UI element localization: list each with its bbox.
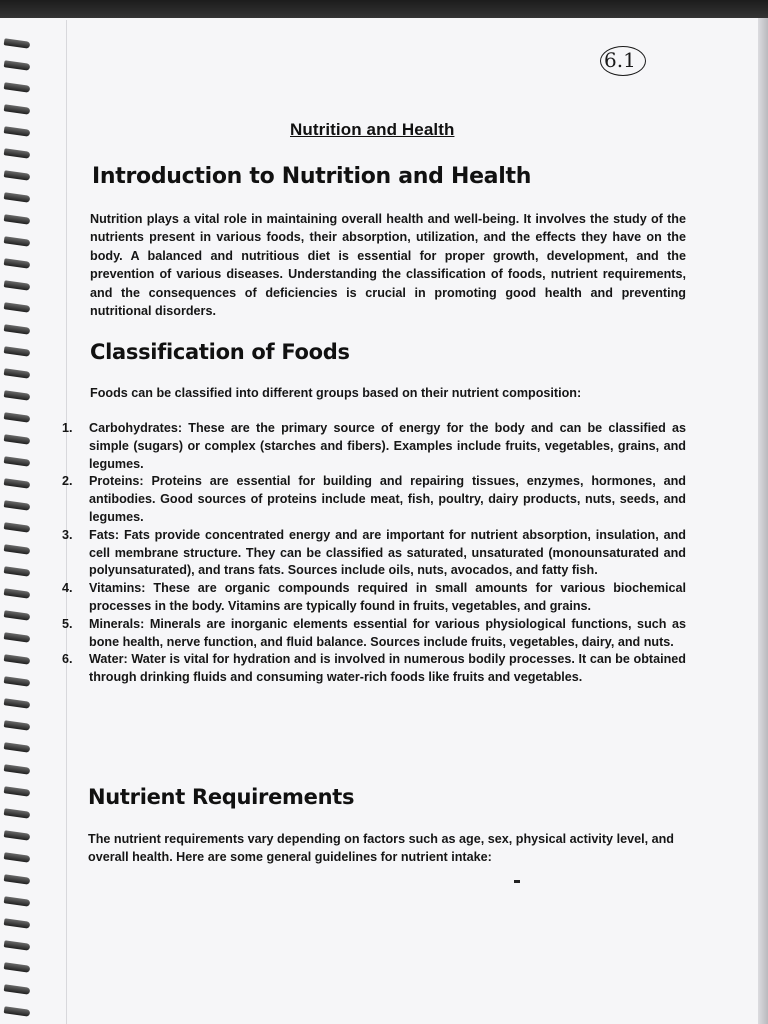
binding-coil [4,830,31,841]
requirements-paragraph: The nutrient requirements vary depending on factors such as age, sex, physical activity level, and overall health. Here are some general guidelines for nutrient intake: [88,832,674,865]
binding-coil [4,456,31,467]
list-item [62,527,686,580]
binding-coil [4,984,31,995]
list-item [62,616,686,652]
list-number: 6. [62,652,73,667]
binding-coil [4,324,31,335]
ink-mark [514,880,520,883]
binding-coil [4,742,31,753]
binding-coil [4,610,31,621]
binding-coil [4,786,31,797]
list-item [62,420,686,473]
binding-coil [4,434,31,445]
list-item-text: Carbohydrates: These are the primary source of energy for the body and can be classified as simple (sugars) or complex (starches and fibers). Examples include fruits, vegetables, grains, and legumes. [89,421,686,471]
binding-coil [4,148,31,159]
binding-coil [4,566,31,577]
binding-coil [4,346,31,357]
binding-coil [4,500,31,511]
binding-coil [4,808,31,819]
binding-coil [4,38,31,49]
binding-coil [4,1006,31,1017]
page-subtitle: Nutrition and Health [290,120,455,139]
binding-coil [4,236,31,247]
binding-coil [4,170,31,181]
classification-intro: Foods can be classified into different groups based on their nutrient composition: [90,386,582,400]
list-item-text: Minerals: Minerals are inorganic elements essential for various physiological functions, such as bone health, nerve function, and fluid balance. Sources include fruits, vegetables, dairy, and nuts. [89,616,686,649]
binding-coil [4,874,31,885]
list-number: 5. [62,616,73,631]
binding-coil [4,368,31,379]
binding-coil [4,632,31,643]
binding-coil [4,522,31,533]
binding-coil [4,764,31,775]
list-item-text: Water: Water is vital for hydration and is involved in numerous bodily processes. It can be obtained through drinking fluids and consuming water-rich foods like fruits and vegetables. [89,652,686,685]
intro-paragraph: Nutrition plays a vital role in maintaining overall health and well-being. It involves the study of the nutrients present in various foods, their absorption, utilization, and the effects they have on the body. A balanced and nutritious diet is essential for proper growth, development, and the prevention of various diseases. Understanding the classification of foods, nutrient requirements, and the consequences of deficiencies is crucial in promoting good health and preventing nutritional disorders. [90,212,686,319]
binding-coil [4,60,31,71]
list-item-text: Fats: Fats provide concentrated energy and are important for nutrient absorption, insulation, and cell membrane structure. They can be classified as saturated, unsaturated (monounsaturated and polyunsaturated), and trans fats. Sources include oils, nuts, avocados, and fatty fish. [89,527,686,578]
binding-coil [4,896,31,907]
spiral-binding [0,40,30,1024]
binding-coil [4,544,31,555]
binding-coil [4,104,31,115]
binding-coil [4,918,31,929]
binding-coil [4,852,31,863]
food-groups-list [62,420,686,687]
list-item [62,580,686,616]
binding-coil [4,390,31,401]
list-number: 4. [62,581,73,596]
binding-coil [4,302,31,313]
binding-coil [4,588,31,599]
page-title: Introduction to Nutrition and Health [92,164,532,189]
binding-coil [4,720,31,731]
binding-coil [4,478,31,489]
list-number: 3. [62,527,73,542]
binding-coil [4,676,31,687]
binding-coil [4,126,31,137]
binding-coil [4,962,31,973]
page-stack-edge [758,18,768,1024]
list-number: 1. [62,421,73,435]
handwritten-page-number: 6.1 [604,48,636,72]
binding-coil [4,280,31,291]
binding-coil [4,82,31,93]
list-item-text: Vitamins: These are organic compounds required in small amounts for various biochemical processes in the body. Vitamins are typically found in fruits, vegetables, and grains. [89,581,686,613]
list-number: 2. [62,474,73,489]
binding-coil [4,192,31,203]
classification-heading: Classification of Foods [90,340,350,364]
binding-coil [4,940,31,951]
list-item [62,473,686,526]
list-item-text: Proteins: Proteins are essential for building and repairing tissues, enzymes, hormones, and antibodies. Good sources of proteins include meat, fish, poultry, dairy products, nuts, seeds, and legumes. [89,474,686,524]
binding-coil [4,214,31,225]
binding-coil [4,698,31,709]
binding-coil [4,258,31,269]
requirements-heading: Nutrient Requirements [88,785,355,809]
binding-coil [4,654,31,665]
list-item [62,651,686,687]
binding-coil [4,412,31,423]
